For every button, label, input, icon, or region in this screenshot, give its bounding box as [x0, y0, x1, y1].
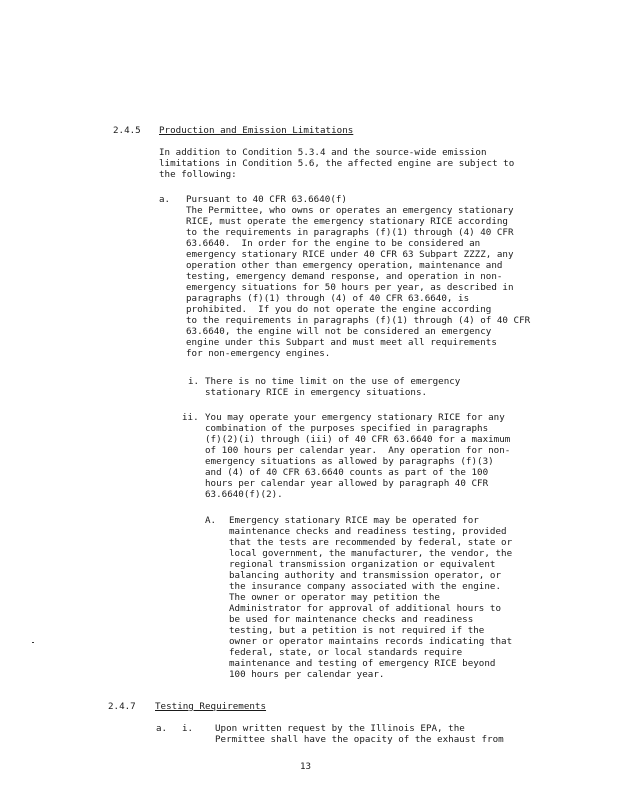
sub-A-line: maintenance and testing of emergency RICE beyond — [229, 658, 496, 669]
testing-line: Upon written request by the Illinois EPA, the — [215, 723, 465, 734]
testing-line: Permittee shall have the opacity of the exhaust from — [215, 734, 504, 745]
sub-A-line: 100 hours per calendar year. — [229, 669, 385, 680]
item-label: a. — [159, 194, 171, 205]
sub-A-line: Emergency stationary RICE may be operated for — [229, 515, 479, 526]
section-number: 2.4.5 — [113, 125, 141, 136]
sub-A-line: maintenance checks and readiness testing, provided — [229, 526, 507, 537]
subitem-label: A. — [205, 515, 217, 526]
item-a-line: to the requirements in paragraphs (f)(1) through (4) of 40 CFR — [186, 315, 531, 326]
sub-A-line: the insurance company associated with the engine. — [229, 581, 502, 592]
section-heading: Production and Emission Limitations — [159, 125, 354, 136]
sub-A-line: testing, but a petition is not required if the — [229, 625, 485, 636]
sub-A-line: federal, state, or local standards require — [229, 647, 463, 658]
sub-ii-line: (f)(2)(i) through (iii) of 40 CFR 63.6640 for a maximum — [205, 434, 511, 445]
intro-line: In addition to Condition 5.3.4 and the source-wide emission — [159, 147, 487, 158]
sub-ii-line: hours per calendar year allowed by paragraph 40 CFR — [205, 478, 489, 489]
item-a-line: The Permittee, who owns or operates an emergency stationary — [186, 205, 514, 216]
item-a-line: 63.6640, the engine will not be considered an emergency — [186, 326, 492, 337]
sub-ii-line: You may operate your emergency stationary RICE for any — [205, 412, 505, 423]
item-a-line: to the requirements in paragraphs (f)(1) through (4) 40 CFR — [186, 227, 514, 238]
item-a-line: for non-emergency engines. — [186, 348, 331, 359]
intro-line: limitations in Condition 5.6, the affected engine are subject to — [159, 158, 515, 169]
sub-A-line: regional transmission organization or equivalent — [229, 559, 496, 570]
sub-i-line: stationary RICE in emergency situations. — [205, 387, 428, 398]
item-a-line: 63.6640. In order for the engine to be considered an — [186, 238, 481, 249]
item-a-line: prohibited. If you do not operate the engine according — [186, 304, 492, 315]
sub-ii-line: of 100 hours per calendar year. Any operation for non- — [205, 445, 511, 456]
sub-A-line: be used for maintenance checks and readiness — [229, 614, 474, 625]
item-a-line: emergency stationary RICE under 40 CFR 63 Subpart ZZZZ, any — [186, 249, 514, 260]
subitem-label: ii. — [182, 412, 199, 423]
sub-i-line: There is no time limit on the use of emergency — [205, 376, 461, 387]
item-a-line: RICE, must operate the emergency stationary RICE according — [186, 216, 508, 227]
sub-A-line: that the tests are recommended by federal, state or — [229, 537, 513, 548]
sub-A-line: owner or operator maintains records indicating that — [229, 636, 513, 647]
sub-ii-line: 63.6640(f)(2). — [205, 489, 283, 500]
sub-A-line: The owner or operator may petition the — [229, 592, 440, 603]
sub-A-line: balancing authority and transmission operator, or — [229, 570, 502, 581]
section-number: 2.4.7 — [108, 701, 136, 712]
subitem-label: i. — [182, 723, 194, 734]
section-heading: Testing Requirements — [155, 701, 267, 712]
sub-A-line: local government, the manufacturer, the vendor, the — [229, 548, 513, 559]
sub-ii-line: emergency situations as allowed by paragraphs (f)(3) — [205, 456, 494, 467]
subitem-label: i. — [188, 376, 200, 387]
page-number: 13 — [300, 761, 312, 772]
item-a-line: paragraphs (f)(1) through (4) of 40 CFR 63.6640, is — [186, 293, 470, 304]
item-label: a. — [156, 723, 168, 734]
item-a-line: testing, emergency demand response, and operation in non- — [186, 271, 503, 282]
intro-line: the following: — [159, 169, 237, 180]
sub-ii-line: and (4) of 40 CFR 63.6640 counts as part of the 100 — [205, 467, 489, 478]
sub-ii-line: combination of the purposes specified in paragraphs — [205, 423, 489, 434]
item-a-line: operation other than emergency operation, maintenance and — [186, 260, 503, 271]
item-a-line: engine under this Subpart and must meet all requirements — [186, 337, 497, 348]
scan-speck — [32, 642, 34, 643]
sub-A-line: Administrator for approval of additional hours to — [229, 603, 502, 614]
item-a-line: emergency situations for 50 hours per year, as described in — [186, 282, 514, 293]
item-a-line: Pursuant to 40 CFR 63.6640(f) — [186, 194, 347, 205]
